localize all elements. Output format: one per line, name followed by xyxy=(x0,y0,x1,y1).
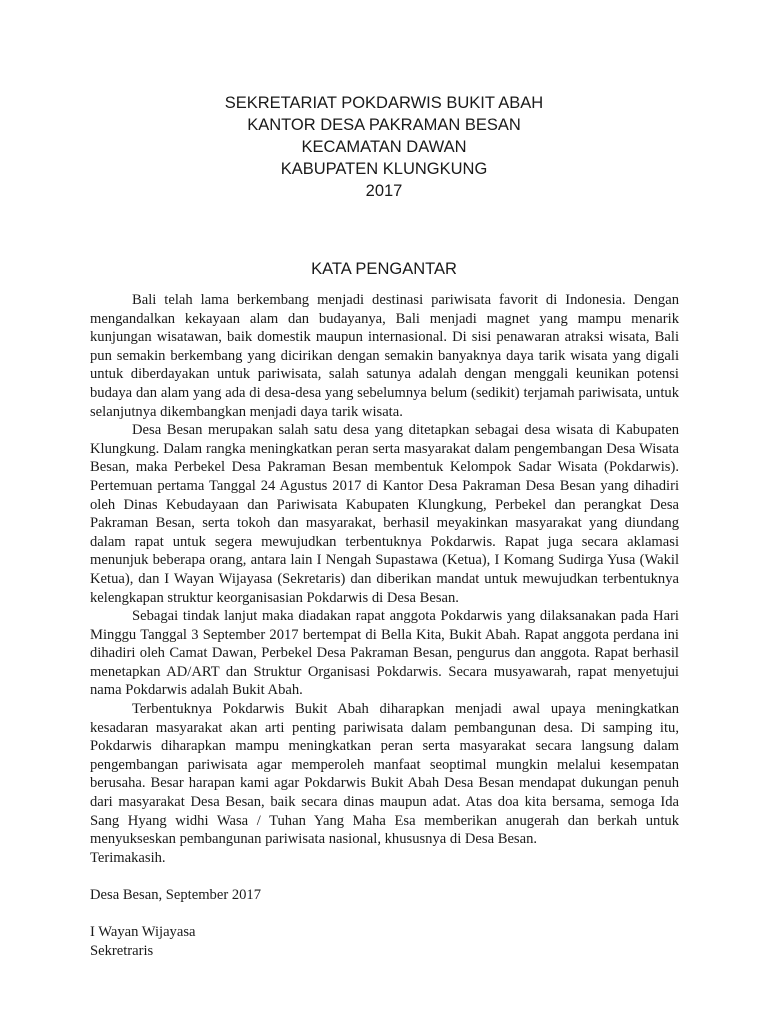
paragraph-4: Terbentuknya Pokdarwis Bukit Abah diharapkan menjadi awal upaya meningkatkan kesadaran masyarakat akan arti penting pariwisata dalam pembangunan desa. Di samping itu, Pokdarwis diharapkan mampu meningkatkan peran serta masyarakat secara langsung dalam pengembangan pariwisata agar memperoleh manfaat seoptimal mungkin melalui kesempatan berusaha. Besar harapan kami agar Pokdarwis Bukit Abah Desa Besan mendapat dukungan penuh dari masyarakat Desa Besan, baik secara dinas maupun adat. Atas doa kita bersama, semoga Ida Sang Hyang widhi Wasa / Tuhan Yang Maha Esa memberikan anugerah dan berkah untuk menyukseskan pembangunan pariwisata nasional, khususnya di Desa Besan. xyxy=(90,701,679,848)
letterhead xyxy=(0,92,768,202)
closing-text: Terimakasih. xyxy=(90,849,166,866)
spacer xyxy=(90,867,679,886)
letterhead-line-secretariat: SEKRETARIAT POKDARWIS BUKIT ABAH xyxy=(224,94,544,112)
document-body xyxy=(90,291,679,960)
spacer xyxy=(90,905,679,924)
paragraph-2: Desa Besan merupakan salah satu desa yang ditetapkan sebagai desa wisata di Kabupaten Klungkung. Dalam rangka meningkatkan peran serta masyarakat dalam pengembangan Desa Wisata Besan, maka Perbekel Desa Pakraman Besan membentuk Kelompok Sadar Wisata (Pokdarwis). Pertemuan pertama Tanggal 24 Agustus 2017 di Kantor Desa Pakraman Desa Besan yang dihadiri oleh Dinas Kebudayaan dan Pariwisata Kabupaten Klungkung, Perbekel dan perangkat Desa Pakraman Besan, serta tokoh dan masyarakat, berhasil meyakinkan masyarakat yang diundang dalam rapat untuk segera mewujudkan terbentuknya Pokdarwis. Rapat juga secara aklamasi menunjuk beberapa orang, antara lain I Nengah Supastawa (Ketua), I Komang Sudirga Yusa (Wakil Ketua), dan I Wayan Wijayasa (Sekretaris) dan diberikan mandat untuk mewujudkan terbentuknya kelengkapan struktur keorganisasian Pokdarwis di Desa Besan. xyxy=(90,422,679,606)
letterhead-line-year: 2017 xyxy=(365,182,403,200)
place-date: Desa Besan, September 2017 xyxy=(90,887,262,903)
signatory-role: Sekretraris xyxy=(90,942,154,959)
signatory-name: I Wayan Wijayasa xyxy=(90,924,196,941)
letterhead-line-district: KECAMATAN DAWAN xyxy=(301,138,467,156)
letterhead-line-regency: KABUPATEN KLUNGKUNG xyxy=(280,160,488,178)
paragraph-3: Sebagai tindak lanjut maka diadakan rapat anggota Pokdarwis yang dilaksanakan pada Hari Minggu Tanggal 3 September 2017 bertempat di Bella Kita, Bukit Abah. Rapat anggota perdana ini dihadiri oleh Camat Dawan, Perbekel Desa Pakraman Besan, pengurus dan anggota. Rapat berhasil menetapkan AD/ART dan Struktur Organisasi Pokdarwis. Secara musyawarah, rapat menyetujui nama Pokdarwis adalah Bukit Abah. xyxy=(90,608,679,699)
document-title: KATA PENGANTAR xyxy=(311,260,457,278)
paragraph-1: Bali telah lama berkembang menjadi destinasi pariwisata favorit di Indonesia. Dengan mengandalkan kekayaan alam dan budayanya, Bali menjadi magnet yang mampu menarik kunjungan wisatawan, baik domestik maupun internasional. Di sisi penawaran atraksi wisata, Bali pun semakin berkembang yang dicirikan dengan semakin banyaknya daya tarik wisata yang digali untuk diberdayakan untuk pariwisata, salah satunya adalah dengan menggali keunikan potensi budaya dan alam yang ada di desa-desa yang sebelumnya belum (sedikit) terjamah pariwisata, untuk selanjutnya dikembangkan menjadi daya tarik wisata. xyxy=(90,292,679,420)
letterhead-line-office: KANTOR DESA PAKRAMAN BESAN xyxy=(247,116,521,134)
